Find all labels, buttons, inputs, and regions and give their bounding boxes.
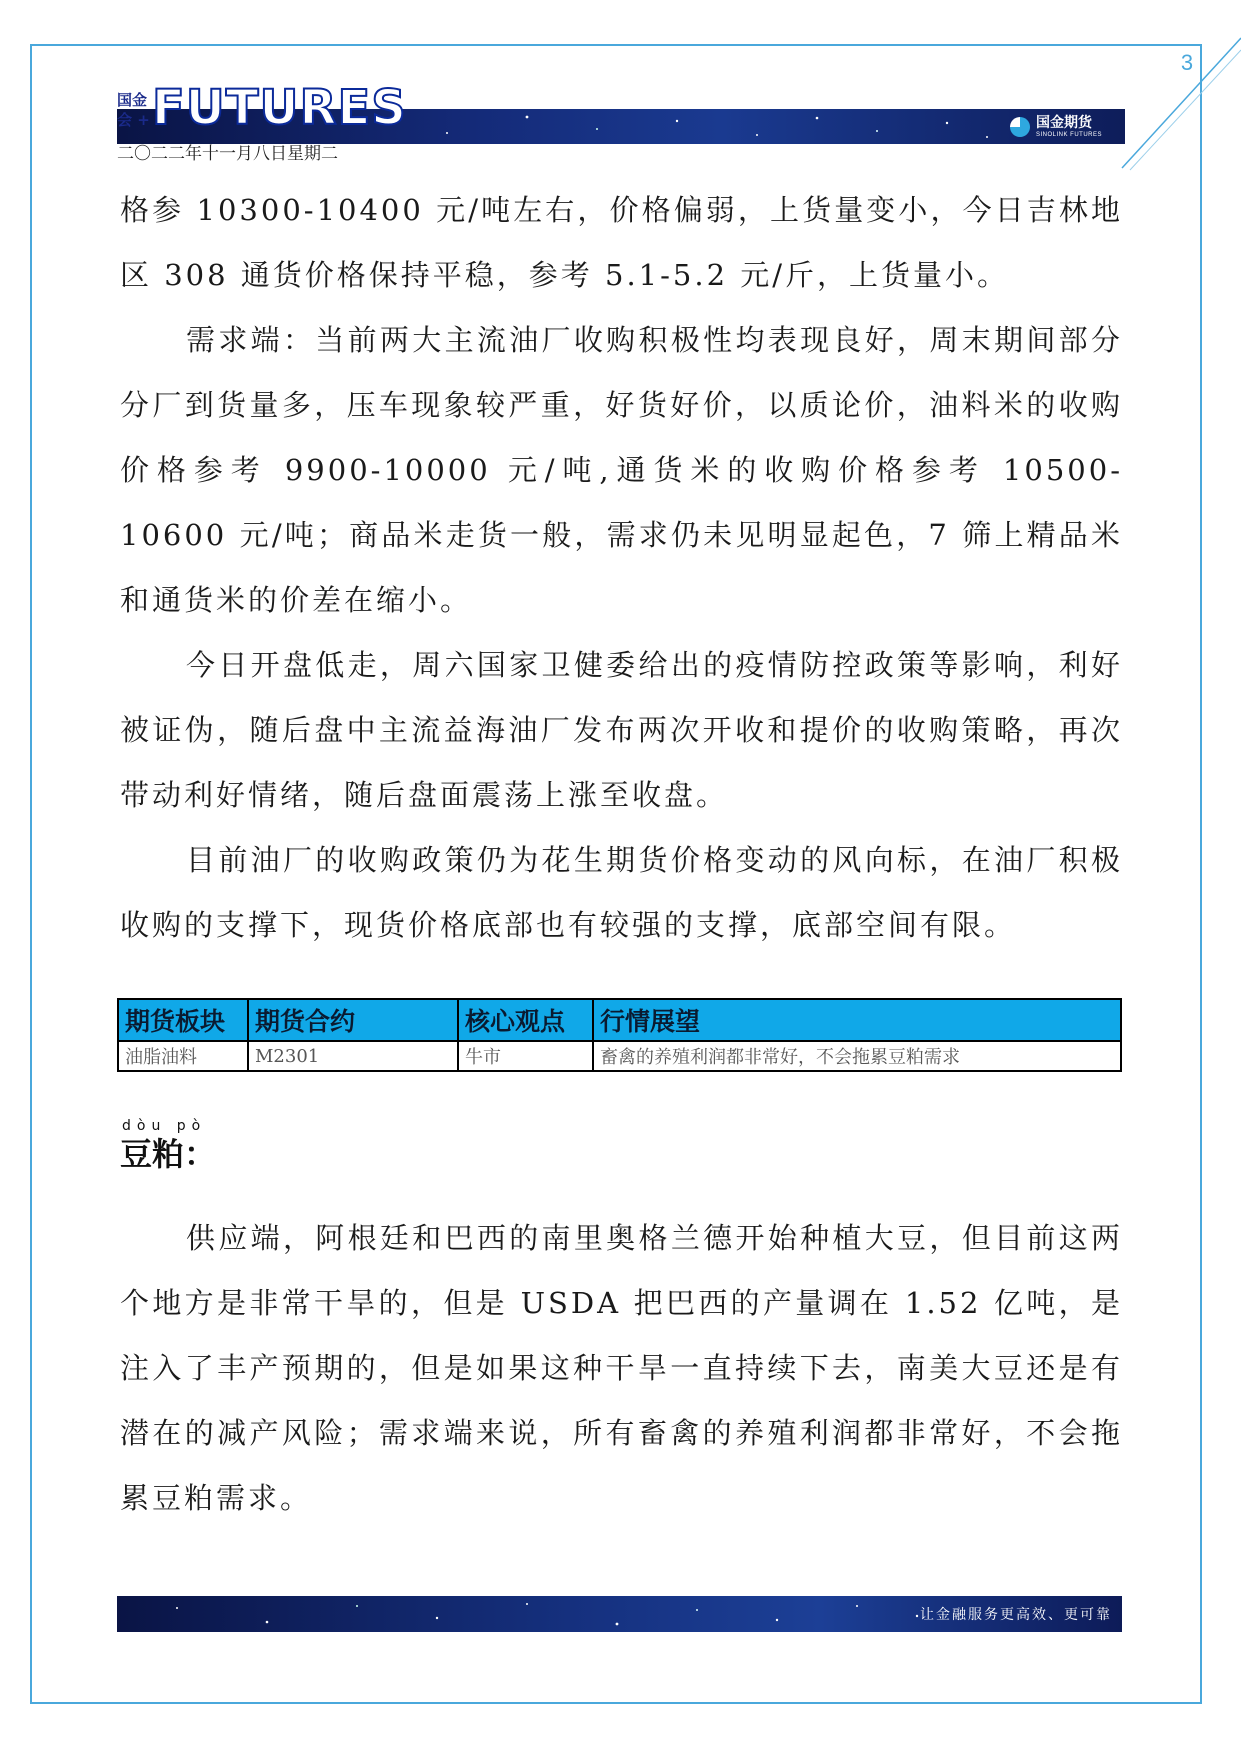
paragraph-supply-continued: 格参 10300-10400 元/吨左右，价格偏弱，上货量变小，今日吉林地区 308 通货价格保持平稳，参考 5.1-5.2 元/斤，上货量小。 [120, 193, 1123, 292]
futures-outlook-table [117, 998, 1122, 1072]
body-text-bottom [120, 1206, 1123, 1531]
table-header-row [118, 999, 1121, 1041]
brand-mark-icon [1010, 117, 1030, 137]
footer-slogan: 让金融服务更高效、更可靠 [920, 1607, 1112, 1623]
section-heading: 豆粕： [120, 1135, 217, 1173]
table-cell-sector: 油脂油料 [118, 1041, 248, 1071]
brand-name-cn: 国金期货 [1036, 115, 1092, 131]
paragraph-market: 今日开盘低走，周六国家卫健委给出的疫情防控政策等影响，利好被证伪，随后盘中主流益海油厂发布两次开收和提价的收购策略，再次带动利好情绪，随后盘面震荡上涨至收盘。 [120, 648, 1123, 812]
section-pinyin: dòu pò [122, 1118, 207, 1134]
paragraph-demand: 需求端：当前两大主流油厂收购积极性均表现良好，周末期间部分分厂到货量多，压车现象较严重，好货好价，以质论价，油料米的收购价格参考 9900-10000 元/吨,通货米的收购价格参考 10500-10600 元/吨；商品米走货一般，需求仍未见明显起色，7 筛上精品米和通货米的价差在缩小。 [120, 323, 1123, 617]
footer-banner [117, 1596, 1122, 1632]
brand-name-en: SINOLINK FUTURES [1036, 132, 1103, 138]
paragraph-soymeal: 供应端，阿根廷和巴西的南里奥格兰德开始种植大豆，但目前这两个地方是非常干旱的，但是 USDA 把巴西的产量调在 1.52 亿吨，是注入了丰产预期的，但是如果这种干旱一直持续下去，南美大豆还是有潜在的减产风险；需求端来说，所有畜禽的养殖利润都非常好，不会拖累豆粕需求。 [120, 1221, 1123, 1515]
page-number: 3 [1180, 50, 1194, 75]
brand-logo [1010, 113, 1102, 141]
body-text-top [120, 178, 1123, 958]
table-header-view: 核心观点 [458, 999, 593, 1041]
table-header-sector: 期货板块 [118, 999, 248, 1041]
table-cell-contract: M2301 [248, 1041, 458, 1071]
table-header-outlook: 行情展望 [593, 999, 1121, 1041]
table-cell-outlook: 畜禽的养殖利润都非常好，不会拖累豆粕需求 [593, 1041, 1121, 1071]
corner-decoration [1110, 20, 1241, 180]
section-title [120, 1118, 216, 1174]
table-cell-view: 牛市 [458, 1041, 593, 1071]
logo-cn: 国金 会 + [117, 91, 150, 129]
paragraph-outlook: 目前油厂的收购政策仍为花生期货价格变动的风向标，在油厂积极收购的支撑下，现货价格底部也有较强的支撑，底部空间有限。 [120, 843, 1123, 942]
table-row [118, 1041, 1121, 1071]
logo-futures: FUTURES [152, 80, 407, 136]
report-date: 二〇二二年十一月八日星期二 [117, 144, 338, 164]
table-header-contract: 期货合约 [248, 999, 458, 1041]
